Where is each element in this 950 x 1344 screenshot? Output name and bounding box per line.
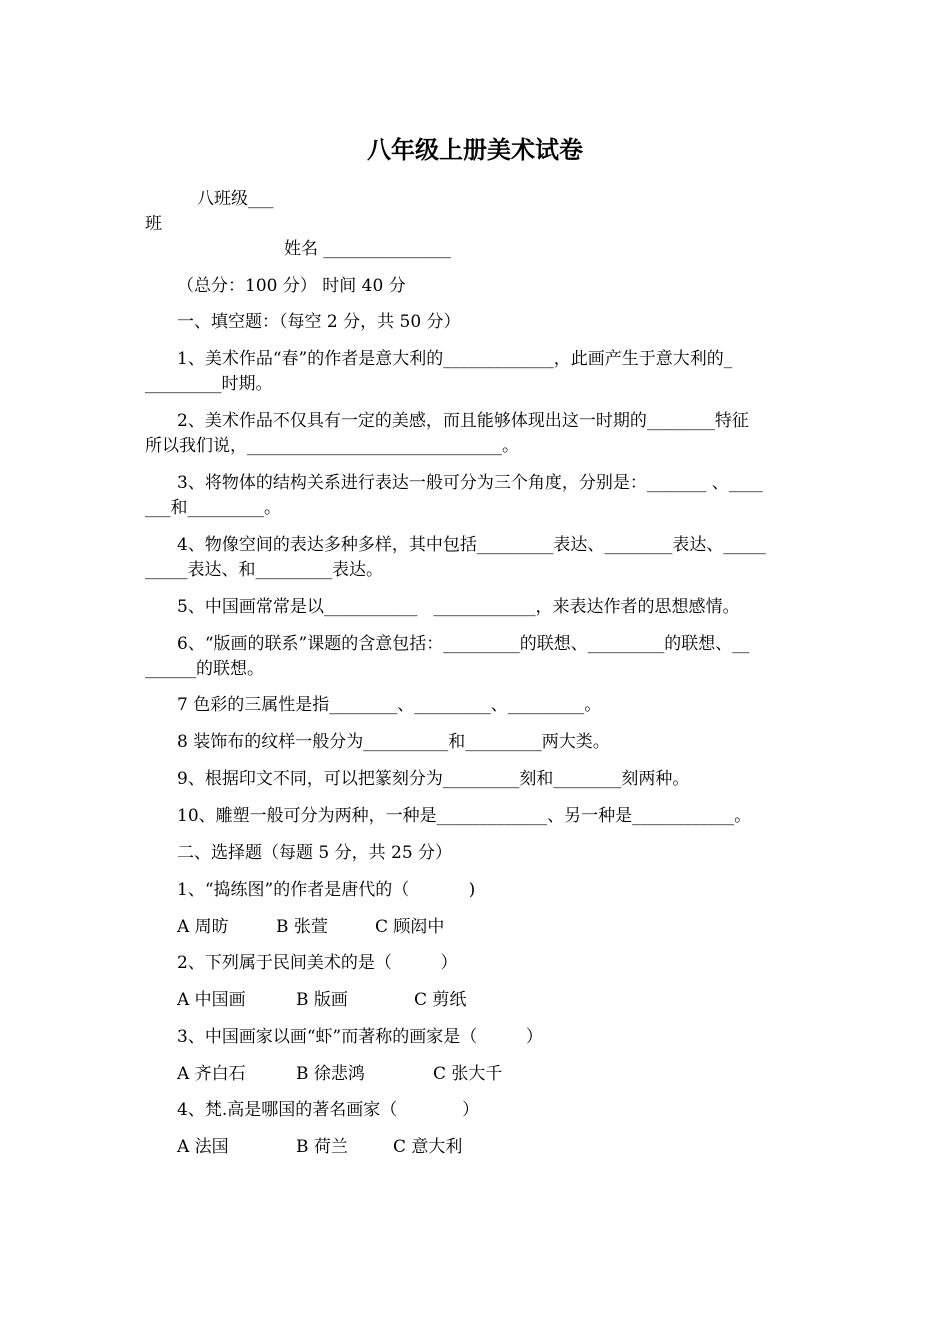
page-title: 八年级上册美术试卷 <box>367 135 583 164</box>
fill-question-4: 4、物像空间的表达多种多样，其中包括_________表达、________表达、_____ <box>177 535 766 555</box>
choice-option-a[interactable]: A 齐白石 <box>177 1064 246 1084</box>
fill-question-2-cont: 所以我们说，______________________________。 <box>145 436 519 456</box>
fill-question-3-cont: ___和_________。 <box>145 498 281 518</box>
fill-question-7: 7 色彩的三属性是指________、_________、_________。 <box>177 695 602 715</box>
choice-question-1: 1、“捣练图”的作者是唐代的（ ) <box>177 880 476 900</box>
fill-question-2: 2、美术作品不仅具有一定的美感，而且能够体现出这一时期的________特征 <box>177 411 749 431</box>
name-field-label: 姓名 _______________ <box>284 239 451 259</box>
choice-question-4: 4、梵.高是哪国的著名画家（ ） <box>177 1100 480 1120</box>
class-label: 八班级___ <box>197 189 274 209</box>
choice-option-a[interactable]: A 周昉 <box>177 917 229 937</box>
fill-question-6: 6、“版画的联系”课题的含意包括：_________的联想、_________的联想、__ <box>177 634 750 654</box>
fill-question-1-cont: _________时期。 <box>145 374 273 394</box>
section-heading-multiple-choice: 二、选择题（每题 5 分，共 25 分） <box>177 843 453 863</box>
choice-question-3: 3、中国画家以画“虾”而著称的画家是（ ） <box>177 1027 543 1047</box>
choice-option-b[interactable]: B 徐悲鸿 <box>296 1064 365 1084</box>
choice-question-2: 2、下列属于民间美术的是（ ） <box>177 953 458 973</box>
choice-option-c[interactable]: C 张大千 <box>433 1064 503 1084</box>
fill-question-10: 10、雕塑一般可分为两种，一种是_____________、另一种是____________。 <box>177 806 752 826</box>
section-heading-fill-blank: 一、填空题：（每空 2 分，共 50 分） <box>177 312 461 332</box>
fill-question-1: 1、美术作品“春”的作者是意大利的_____________，此画产生于意大利的_ <box>177 349 733 369</box>
choice-option-b[interactable]: B 版画 <box>296 990 348 1010</box>
choice-option-b[interactable]: B 荷兰 <box>296 1137 348 1157</box>
choice-option-a[interactable]: A 中国画 <box>177 990 246 1010</box>
score-time-info: （总分：100 分） 时间 40 分 <box>177 276 406 296</box>
fill-question-3: 3、将物体的结构关系进行表达一般可分为三个角度，分别是：_______ 、____ <box>177 473 763 493</box>
fill-question-5: 5、中国画常常是以___________ ____________，来表达作者的思想感情。 <box>177 597 740 617</box>
choice-option-b[interactable]: B 张萱 <box>276 917 328 937</box>
choice-option-c[interactable]: C 顾闳中 <box>375 917 445 937</box>
fill-question-9: 9、根据印文不同，可以把篆刻分为_________刻和________刻两种。 <box>177 769 690 789</box>
fill-question-4-cont: _____表达、和_________表达。 <box>145 560 383 580</box>
choice-option-c[interactable]: C 意大利 <box>393 1137 463 1157</box>
fill-question-8: 8 装饰布的纹样一般分为__________和_________两大类。 <box>177 732 610 752</box>
choice-option-c[interactable]: C 剪纸 <box>414 990 467 1010</box>
class-label-suffix: 班 <box>145 214 162 234</box>
choice-option-a[interactable]: A 法国 <box>177 1137 229 1157</box>
fill-question-6-cont: ______的联想。 <box>145 659 264 679</box>
